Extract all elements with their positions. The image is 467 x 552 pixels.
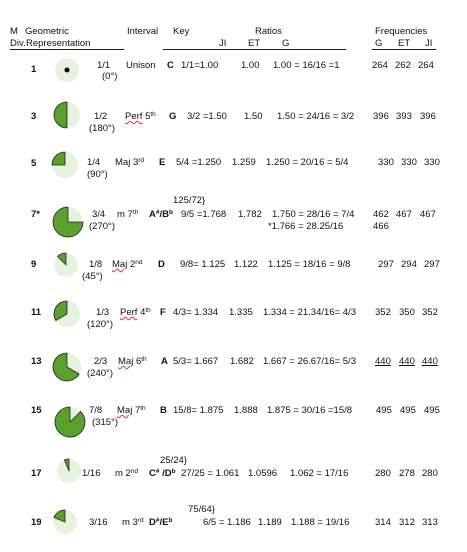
row-freq-g: 297 xyxy=(378,259,394,270)
row-fraction: 7/8 xyxy=(89,405,103,416)
row-ratio-g: 1.00 = 16/16 =1 xyxy=(273,60,340,71)
row-ratio-et: 1.122 xyxy=(234,259,258,270)
row-freq-ji: 440 xyxy=(422,356,438,367)
row-ratio-et: 1.782 xyxy=(238,209,262,220)
row-div: 17 xyxy=(31,468,42,479)
row-ratio-ji: 1/1=1.00 xyxy=(181,60,219,71)
row-freq-et: 350 xyxy=(399,307,415,318)
row-ratio-ji: 3/2 =1.50 xyxy=(187,111,227,122)
row-key: C xyxy=(167,60,174,71)
row-freq-et: 467 xyxy=(396,209,412,220)
row-fraction: 1/1 xyxy=(97,60,111,71)
row-ratio-et: 1.0596 xyxy=(248,468,278,479)
header-m: M xyxy=(10,26,18,37)
header-underline-ratios xyxy=(163,49,346,50)
row-ratio-ji: 9/8= 1.125 xyxy=(180,259,226,270)
header-freq-g: G xyxy=(375,38,383,49)
row-ratio-g: 1.50 = 24/16 = 3/2 xyxy=(277,111,355,122)
header-interval: Interval xyxy=(127,26,159,37)
row-freq-et: 393 xyxy=(396,111,412,122)
pie-icon xyxy=(52,251,80,279)
row-interval: Unison xyxy=(126,60,156,71)
row-key: E xyxy=(159,157,166,168)
row-freq-ji: 352 xyxy=(422,307,438,318)
row-freq-et: 330 xyxy=(401,157,417,168)
row-ratio-et: 1.50 xyxy=(244,111,263,122)
row-freq-ji: 396 xyxy=(420,111,436,122)
row-ratio-g: 1.875 = 30/16 =15/8 xyxy=(267,405,353,416)
row-ratio-ji: 9/5 =1.768 xyxy=(181,209,227,220)
row-freq-g: 330 xyxy=(378,157,394,168)
row-interval: m 7th xyxy=(117,209,139,220)
row-div: 11 xyxy=(31,307,42,318)
row-ratio-ji: 5/3= 1.667 xyxy=(173,356,219,367)
header-frequencies: Frequencies xyxy=(375,26,428,37)
row-ratio-et: 1.335 xyxy=(229,307,253,318)
row-freq-g: 462 xyxy=(373,209,389,220)
header-geometric: Geometric xyxy=(25,26,69,37)
row-freq-g: 314 xyxy=(375,517,391,528)
row-fraction: 1/2 xyxy=(94,111,108,122)
row-ji-top: 125/72} xyxy=(173,195,206,206)
row-freq-g: 495 xyxy=(376,405,392,416)
row-ratio-ji: 4/3= 1.334 xyxy=(173,307,219,318)
row-freq-ji: 495 xyxy=(424,405,440,416)
row-interval: Perf 5th xyxy=(125,111,156,122)
row-interval: Maj 3rd xyxy=(115,157,145,168)
row-freq-et: 278 xyxy=(399,468,415,479)
row-fraction: 1/4 xyxy=(87,157,101,168)
header-underline-freq xyxy=(372,49,436,50)
row-freq-g-alt: 466 xyxy=(373,221,389,232)
row-ratio-g: 1.334 = 21.34/16= 4/3 xyxy=(263,307,356,318)
row-ratio-g: 1.250 = 20/16 = 5/4 xyxy=(266,157,349,168)
row-freq-et: 312 xyxy=(399,517,415,528)
row-ratio-g: 1.188 = 19/16 xyxy=(291,517,350,528)
pie-icon xyxy=(52,100,82,130)
header-et: ET xyxy=(248,38,261,49)
row-degrees: (45°) xyxy=(82,271,103,282)
row-div: 7* xyxy=(31,209,40,220)
header-div: Div. xyxy=(10,38,26,49)
row-degrees: (90°) xyxy=(87,169,108,180)
row-div: 13 xyxy=(31,356,42,367)
pie-icon xyxy=(51,205,85,239)
row-ratio-g: 1.062 = 17/16 xyxy=(290,468,349,479)
row-ratio-g: 1.125 = 18/16 = 9/8 xyxy=(268,259,351,270)
header-freq-ji: JI xyxy=(425,38,433,49)
row-degrees: (120°) xyxy=(87,319,113,330)
row-ratio-ji: 5/4 =1.250 xyxy=(176,157,222,168)
row-fraction: 1/16 xyxy=(82,468,101,479)
row-degrees: (240°) xyxy=(87,368,113,379)
row-freq-et: 262 xyxy=(395,60,411,71)
row-interval: Maj 6th xyxy=(118,356,147,367)
row-div: 9 xyxy=(31,259,37,270)
row-freq-g: 440 xyxy=(375,356,391,367)
row-ratio-g-alt: *1.766 = 28.25/16 xyxy=(268,221,344,232)
row-freq-ji: 280 xyxy=(422,468,438,479)
row-div: 5 xyxy=(31,158,37,169)
pie-icon xyxy=(53,405,87,439)
header-freq-et: ET xyxy=(398,38,411,49)
row-ratio-et: 1.888 xyxy=(234,405,258,416)
row-key: F xyxy=(160,307,166,318)
row-key: $D^{\#}/E^b$ xyxy=(149,517,173,528)
row-freq-ji: 264 xyxy=(418,60,434,71)
row-degrees: (270°) xyxy=(89,221,115,232)
pie-icon xyxy=(52,299,82,329)
row-key: C# $/D^b$ xyxy=(149,468,176,479)
row-fraction: 1/3 xyxy=(96,307,110,318)
row-freq-ji: 467 xyxy=(420,209,436,220)
row-key: D xyxy=(158,259,165,270)
row-interval: Perf 4th xyxy=(120,307,151,318)
row-freq-et: 294 xyxy=(401,259,417,270)
pie-icon xyxy=(51,508,79,536)
pie-icon xyxy=(53,56,81,84)
row-freq-ji: 330 xyxy=(424,157,440,168)
row-interval: m 3rd xyxy=(122,517,144,528)
row-degrees: (315°) xyxy=(92,417,118,428)
row-fraction: 1/8 xyxy=(89,259,103,270)
header-ji: JI xyxy=(219,38,227,49)
row-ratio-g: 1.667 = 26.67/16= 5/3 xyxy=(263,356,356,367)
row-ratio-et: 1.682 xyxy=(230,356,254,367)
row-degrees: (0°) xyxy=(102,71,118,82)
row-ji-top: 75/64} xyxy=(188,504,215,515)
pie-icon xyxy=(51,351,83,383)
row-ji-top: 25/24} xyxy=(160,455,187,466)
row-key: A xyxy=(161,356,168,367)
row-ratio-ji: 15/8= 1.875 xyxy=(173,405,224,416)
row-freq-g: 280 xyxy=(375,468,391,479)
row-freq-g: 264 xyxy=(372,60,388,71)
row-ratio-g: 1.750 = 28/16 = 7/4 xyxy=(272,209,355,220)
row-freq-g: 352 xyxy=(375,307,391,318)
row-ratio-et: 1.189 xyxy=(258,517,282,528)
row-degrees: (180°) xyxy=(89,123,115,134)
row-freq-ji: 313 xyxy=(422,517,438,528)
row-div: 3 xyxy=(31,111,37,122)
header-ratios: Ratios xyxy=(255,26,282,37)
row-interval: m 2nd xyxy=(115,468,139,479)
header-key: Key xyxy=(173,26,190,37)
row-div: 15 xyxy=(31,405,42,416)
row-interval: Maj 2nd xyxy=(112,259,143,270)
row-freq-g: 396 xyxy=(373,111,389,122)
row-fraction: 3/4 xyxy=(92,209,106,220)
row-key: B xyxy=(160,405,167,416)
row-ratio-et: 1.259 xyxy=(232,157,256,168)
row-freq-ji: 297 xyxy=(424,259,440,270)
row-ratio-ji: 6/5 = 1.186 xyxy=(203,517,251,528)
row-ratio-ji: 27/25 = 1.061 xyxy=(181,468,240,479)
row-interval: Maj 7th xyxy=(117,405,146,416)
row-key: G xyxy=(169,111,177,122)
pie-icon xyxy=(55,457,83,485)
row-div: 19 xyxy=(31,517,42,528)
row-ratio-et: 1.00 xyxy=(241,60,260,71)
row-freq-et: 495 xyxy=(400,405,416,416)
header-g: G xyxy=(282,38,290,49)
header-underline-left xyxy=(10,49,124,50)
row-freq-et: 440 xyxy=(399,356,415,367)
row-fraction: 2/3 xyxy=(94,356,108,367)
row-fraction: 3/16 xyxy=(89,517,108,528)
row-div: 1 xyxy=(31,64,37,75)
row-key: $A^{\#}/B^b$ xyxy=(149,209,173,220)
pie-icon xyxy=(50,150,80,180)
header-representation: Representation xyxy=(26,38,91,49)
